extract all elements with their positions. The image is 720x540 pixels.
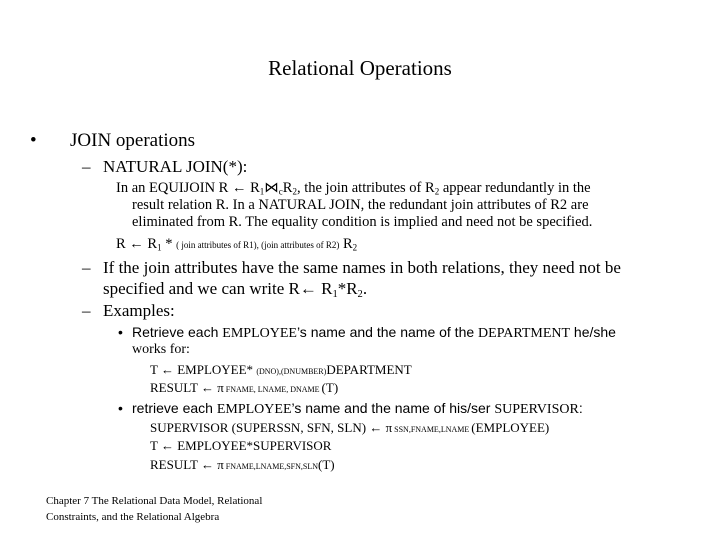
- text: appear redundantly in the: [439, 180, 591, 196]
- text: (T): [321, 380, 339, 395]
- sub-bullet-marker: •: [118, 324, 123, 340]
- employee-name: EMPLOYEE: [216, 402, 292, 417]
- employee-name: EMPLOYEE: [222, 326, 297, 341]
- natural-join-formula: [116, 236, 357, 253]
- left-arrow-symbol: ←: [200, 380, 214, 395]
- text: :: [578, 400, 583, 416]
- subscript: 2: [352, 242, 358, 253]
- natural-join-heading: NATURAL JOIN(*):: [103, 157, 248, 176]
- example-2-formula-result: [150, 457, 335, 473]
- supervisor-name: SUPERVISOR: [494, 402, 579, 417]
- equijoin-line-2: result relation R. In a NATURAL JOIN, the redundant join attributes of R2 are: [132, 197, 589, 213]
- footer-line-2: Constraints, and the Relational Algebra: [46, 511, 220, 523]
- subscript: c: [278, 186, 283, 197]
- equijoin-line-1: [116, 180, 591, 197]
- text: (T): [318, 457, 335, 472]
- left-arrow-symbol: ←: [200, 457, 214, 472]
- left-arrow-symbol: ←: [231, 180, 247, 196]
- text: T: [150, 438, 161, 453]
- subscript: 2: [357, 288, 363, 300]
- projection-subscript: SSN,FNAME,LNAME: [392, 425, 472, 434]
- pi-symbol: π: [217, 380, 224, 395]
- text: *: [161, 236, 177, 252]
- equijoin-line-3: eliminated from R. The equality condition is implied and need not be specified.: [132, 214, 593, 230]
- slide-title: Relational Operations: [268, 56, 452, 80]
- projection-subscript: FNAME,LNAME,SFN,SLN: [223, 462, 318, 471]
- left-arrow-symbol: ←: [369, 420, 383, 435]
- text: EMPLOYEE*SUPERVISOR: [173, 438, 332, 453]
- text: T: [150, 362, 161, 377]
- text: ’s name and the name of the: [296, 324, 479, 340]
- text: (EMPLOYEE): [471, 420, 550, 435]
- text: R: [316, 279, 333, 298]
- text: In an EQUIJOIN R: [116, 180, 232, 196]
- example-1-formula-result: [150, 380, 338, 396]
- bowtie-symbol: ⋈: [264, 180, 279, 196]
- left-arrow-symbol: ←: [129, 236, 144, 252]
- subscript: 1: [157, 242, 162, 253]
- left-arrow-symbol: ←: [299, 279, 317, 298]
- text: R: [339, 236, 353, 252]
- left-arrow-symbol: ←: [160, 438, 174, 453]
- join-attributes-subscript: ( join attributes of R1), (join attributes of R2): [176, 240, 340, 250]
- example-1-line-1: [132, 324, 616, 342]
- text: RESULT: [150, 457, 201, 472]
- footer-line-1: Chapter 7 The Relational Data Model, Relational: [46, 495, 263, 507]
- subscript: 2: [434, 186, 440, 197]
- text: Retrieve each: [132, 324, 223, 340]
- dash-marker: –: [82, 157, 91, 176]
- left-arrow-symbol: ←: [160, 362, 174, 377]
- text: retrieve each: [132, 400, 217, 416]
- pi-symbol: π: [385, 420, 393, 435]
- text: .: [362, 279, 368, 298]
- text: *R: [337, 279, 358, 298]
- text: R: [282, 180, 293, 196]
- bullet-marker: •: [30, 130, 37, 151]
- subscript: 2: [292, 186, 297, 197]
- example-2-formula-supervisor: [150, 420, 549, 436]
- example-1-line-2: works for:: [132, 342, 190, 357]
- dash-marker: –: [82, 301, 91, 320]
- text: RESULT: [150, 380, 201, 395]
- join-operations-heading: JOIN operations: [70, 130, 196, 151]
- text: SUPERVISOR (SUPERSSN, SFN, SLN): [150, 420, 370, 435]
- join-subscript: (DNO),(DNUMBER): [256, 367, 327, 376]
- pi-symbol: π: [217, 457, 224, 472]
- slide-footer: [46, 493, 262, 525]
- text: he/she: [570, 324, 616, 340]
- department-name: DEPARTMENT: [478, 326, 571, 341]
- example-2-line-1: [132, 400, 583, 418]
- text: , the join attributes of R: [296, 180, 435, 196]
- text: DEPARTMENT: [326, 362, 412, 377]
- examples-heading: Examples:: [103, 301, 175, 320]
- sub-bullet-marker: •: [118, 400, 123, 416]
- dash-marker: –: [82, 258, 91, 277]
- example-1-formula-t: [150, 362, 412, 378]
- subscript: 1: [332, 288, 338, 300]
- example-2-formula-t: [150, 438, 331, 454]
- text: ’s name and the name of his/ser: [291, 400, 495, 416]
- text: R: [116, 236, 130, 252]
- text: EMPLOYEE*: [173, 362, 257, 377]
- text: R: [143, 236, 158, 252]
- subscript: 1: [259, 186, 265, 197]
- projection-subscript: FNAME, LNAME, DNAME: [223, 385, 322, 394]
- same-names-line-2: [103, 279, 367, 300]
- text: R: [246, 180, 260, 196]
- same-names-line-1: If the join attributes have the same names in both relations, they need not be: [103, 258, 621, 277]
- text: specified and we can write R: [103, 279, 300, 298]
